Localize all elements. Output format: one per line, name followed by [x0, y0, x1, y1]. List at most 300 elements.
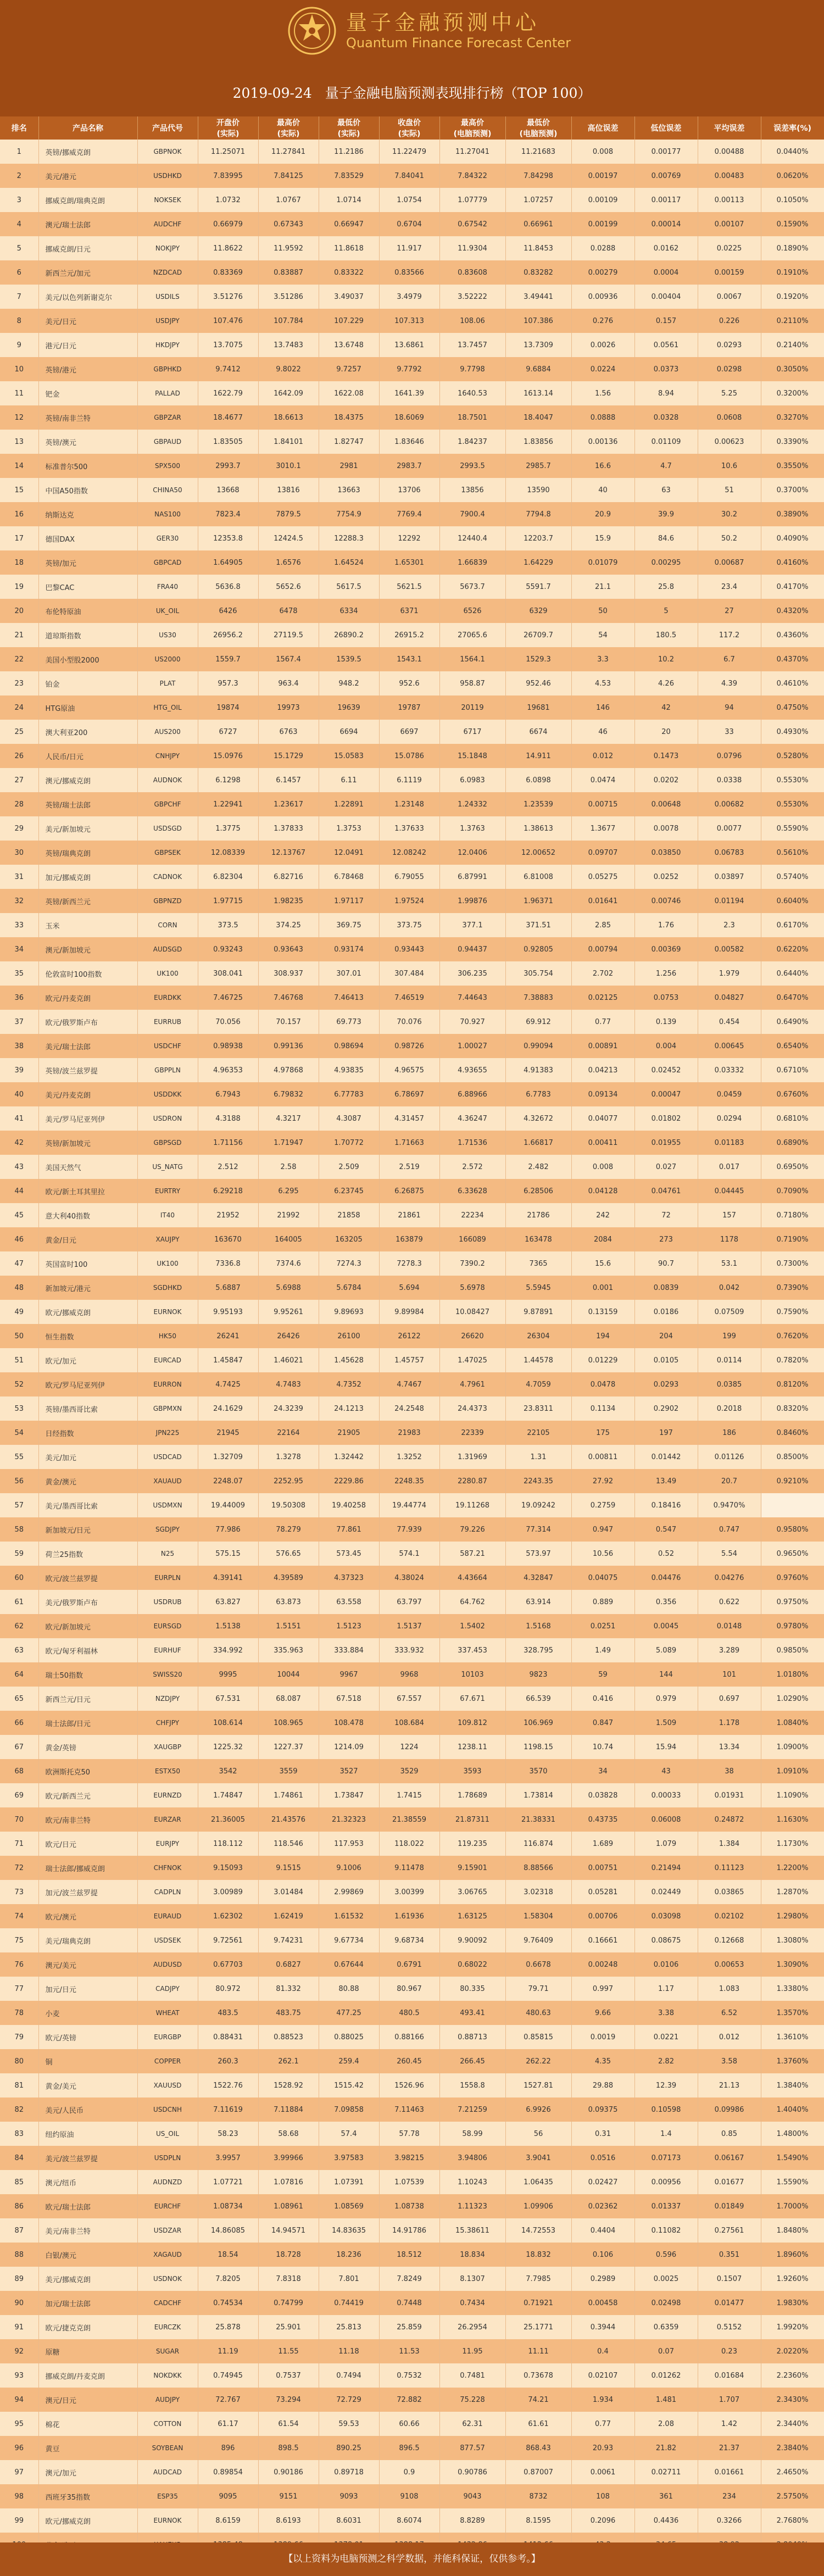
table-cell: 0.99136 [258, 1034, 319, 1058]
table-row [0, 260, 824, 285]
table-cell: 0.0516 [571, 2146, 634, 2170]
table-cell: 英镑/瑞士法郎 [38, 792, 137, 816]
table-cell: 0.001 [571, 1276, 634, 1300]
table-cell: 30 [0, 841, 38, 865]
table-cell: 9.8022 [258, 357, 319, 381]
table-cell: 98 [0, 2484, 38, 2508]
table-cell: 4 [0, 212, 38, 236]
table-cell: 2.3840% [761, 2436, 824, 2460]
table-cell: 加元/日元 [38, 1977, 137, 2001]
table-cell: 9.6884 [505, 357, 571, 381]
table-cell: 46 [571, 720, 634, 744]
table-cell: 0.00033 [634, 1783, 698, 1807]
table-cell: 1.08738 [379, 2194, 439, 2218]
table-cell: 1.689 [571, 1832, 634, 1856]
table-cell: 77.939 [379, 1517, 439, 1542]
table-cell: 12.00652 [505, 841, 571, 865]
table-cell: 20.93 [571, 2436, 634, 2460]
table-cell: 1.71156 [198, 1131, 258, 1155]
table-cell: 34 [0, 937, 38, 961]
table-cell: 11.95 [439, 2339, 505, 2363]
table-cell: 0.98694 [319, 1034, 379, 1058]
table-cell: 9968 [379, 1662, 439, 1687]
table-cell: 483.75 [258, 2001, 319, 2025]
table-cell: 1.64905 [198, 550, 258, 575]
table-cell: 12292 [379, 526, 439, 550]
table-cell: 75 [0, 1928, 38, 1952]
table-cell: 27 [698, 599, 761, 623]
table-row [0, 1082, 824, 1106]
table-cell: 0.0796 [698, 744, 761, 768]
table-cell: 36 [0, 986, 38, 1010]
table-cell: 109.812 [439, 1711, 505, 1735]
table-cell: 7278.3 [379, 1251, 439, 1276]
table-cell: 0.04761 [634, 1179, 698, 1203]
table-cell: 1.4 [634, 2122, 698, 2146]
table-cell: 0.77 [571, 2412, 634, 2436]
table-cell: 0.74534 [198, 2291, 258, 2315]
table-cell: 0.4930% [761, 720, 824, 744]
table-cell: 欧元/新土耳其里拉 [38, 1179, 137, 1203]
table-cell: 163670 [198, 1227, 258, 1251]
table-body [0, 140, 824, 2557]
table-row [0, 2073, 824, 2097]
table-cell: 0.83322 [319, 260, 379, 285]
table-cell: 15.9 [571, 526, 634, 550]
table-cell: 0.00645 [698, 1034, 761, 1058]
table-cell: 21858 [319, 1203, 379, 1227]
table-cell: HTG原油 [38, 696, 137, 720]
table-cell: 166089 [439, 1227, 505, 1251]
table-cell: 0.00794 [571, 937, 634, 961]
table-cell: 0.0440% [761, 140, 824, 164]
table-cell: AUDNZD [137, 2170, 198, 2194]
table-cell: 67.557 [379, 1687, 439, 1711]
table-cell: UK100 [137, 1251, 198, 1276]
table-cell: 61.17 [198, 2412, 258, 2436]
table-cell: 1.44578 [505, 1348, 571, 1372]
table-cell: EURRUB [137, 1010, 198, 1034]
table-cell: 1.07816 [258, 2170, 319, 2194]
table-row [0, 961, 824, 986]
table-cell: EURGBP [137, 2025, 198, 2049]
table-cell: 0.06783 [698, 841, 761, 865]
table-cell: 0.00279 [571, 260, 634, 285]
table-cell: 0.0753 [634, 986, 698, 1010]
table-cell: 7.83995 [198, 164, 258, 188]
table-cell: 50 [0, 1324, 38, 1348]
table-cell: 7336.8 [198, 1251, 258, 1276]
table-cell: 63 [634, 478, 698, 502]
table-cell: 6478 [258, 599, 319, 623]
table-cell: USDRON [137, 1106, 198, 1131]
table-row [0, 1783, 824, 1807]
table-cell: 335.963 [258, 1638, 319, 1662]
table-cell: 63.558 [319, 1590, 379, 1614]
table-cell: 23 [0, 671, 38, 696]
table-cell: 6 [0, 260, 38, 285]
table-cell: 0.0067 [698, 285, 761, 309]
table-row [0, 1904, 824, 1928]
table-cell: FRA40 [137, 575, 198, 599]
brand-name-cn: 量子金融预测中心 [346, 10, 540, 35]
table-cell: 0.5530% [761, 768, 824, 792]
table-cell: 10103 [439, 1662, 505, 1687]
table-cell: 1.07257 [505, 188, 571, 212]
table-cell: GBPPLN [137, 1058, 198, 1082]
table-cell: 英镑/南非兰特 [38, 405, 137, 430]
table-cell: 20 [0, 599, 38, 623]
table-row [0, 2049, 824, 2073]
table-cell: USDJPY [137, 309, 198, 333]
table-row [0, 889, 824, 913]
table-cell: 62 [0, 1614, 38, 1638]
table-cell: 欧元/南非兰特 [38, 1807, 137, 1832]
table-cell: 19.50308 [258, 1493, 319, 1517]
table-cell: 4.3188 [198, 1106, 258, 1131]
table-cell: 0.00488 [698, 140, 761, 164]
table-cell: 0.997 [571, 1977, 634, 2001]
table-cell: 0.04827 [698, 986, 761, 1010]
table-cell: 标准普尔500 [38, 454, 137, 478]
table-cell: 0.01931 [698, 1783, 761, 1807]
table-cell: 0.90786 [439, 2460, 505, 2484]
table-cell: 12288.3 [319, 526, 379, 550]
table-cell: 5617.5 [319, 575, 379, 599]
table-cell: 英镑/新西兰元 [38, 889, 137, 913]
table-cell: 0.9760% [761, 1566, 824, 1590]
table-cell: 0.93174 [319, 937, 379, 961]
table-cell: 80.972 [198, 1977, 258, 2001]
table-cell: 8.6159 [198, 2508, 258, 2533]
table-cell: USDCAD [137, 1445, 198, 1469]
table-cell: 0.6710% [761, 1058, 824, 1082]
table-cell: 52 [0, 1372, 38, 1397]
table-cell: 7.84298 [505, 164, 571, 188]
table-cell: 574.1 [379, 1542, 439, 1566]
table-cell: 4.3087 [319, 1106, 379, 1131]
table-cell: 0.4170% [761, 575, 824, 599]
table-cell: 16.6 [571, 454, 634, 478]
table-cell: 963.4 [258, 671, 319, 696]
table-cell: EURPLN [137, 1566, 198, 1590]
table-cell: 26890.2 [319, 623, 379, 647]
table-cell: 1.58304 [505, 1904, 571, 1928]
table-cell: 41 [0, 1106, 38, 1131]
table-cell: 0.00769 [634, 164, 698, 188]
table-cell: 80.88 [319, 1977, 379, 2001]
table-cell: 7.11463 [379, 2097, 439, 2122]
table-cell: 1.76 [634, 913, 698, 937]
table-cell: 1.74861 [258, 1783, 319, 1807]
table-cell: 1.42 [698, 2412, 761, 2436]
table-cell: 0.07173 [634, 2146, 698, 2170]
table-cell: 0.5610% [761, 841, 824, 865]
table-cell: EURCAD [137, 1348, 198, 1372]
table-cell: 7794.8 [505, 502, 571, 526]
table-cell: 61.54 [258, 2412, 319, 2436]
table-cell: 1.079 [634, 1832, 698, 1856]
table-row [0, 285, 824, 309]
table-cell: EURTRY [137, 1179, 198, 1203]
table-cell: 2.82 [634, 2049, 698, 2073]
table-cell: 377.1 [439, 913, 505, 937]
table-row [0, 2508, 824, 2533]
table-cell: 12353.8 [198, 526, 258, 550]
table-cell: 10.08427 [439, 1300, 505, 1324]
table-cell: 欧元/丹麦克朗 [38, 986, 137, 1010]
table-cell: 94 [698, 696, 761, 720]
table-cell: 1.0754 [379, 188, 439, 212]
table-cell: COPPER [137, 2049, 198, 2073]
table-cell: 4.91383 [505, 1058, 571, 1082]
table-cell: 0.00117 [634, 188, 698, 212]
table-cell: 18.6069 [379, 405, 439, 430]
table-cell: 1.06435 [505, 2170, 571, 2194]
table-row [0, 1300, 824, 1324]
table-cell: 1.5590% [761, 2170, 824, 2194]
table-cell: 80.335 [439, 1977, 505, 2001]
table-cell: 15.94 [634, 1735, 698, 1759]
table-row [0, 2146, 824, 2170]
table-cell: 2.85 [571, 913, 634, 937]
table-cell: 人民币/日元 [38, 744, 137, 768]
table-cell: 0.88166 [379, 2025, 439, 2049]
table-cell: EURNOK [137, 1300, 198, 1324]
table-cell: 163205 [319, 1227, 379, 1251]
table-cell: 0.012 [698, 2025, 761, 2049]
table-cell: 2229.86 [319, 1469, 379, 1493]
table-cell: 67.531 [198, 1687, 258, 1711]
table-cell: 7.8205 [198, 2267, 258, 2291]
table-cell: 70.056 [198, 1010, 258, 1034]
table-cell: 1564.1 [439, 647, 505, 671]
table-cell: 0.31 [571, 2122, 634, 2146]
table-cell: 0.0077 [698, 816, 761, 841]
report-title: 量子金融电脑预测表现排行榜（TOP 100） [325, 85, 592, 101]
table-cell: 0.00177 [634, 140, 698, 164]
table-cell: 0.0298 [698, 357, 761, 381]
table-cell: 890.25 [319, 2436, 379, 2460]
table-cell: 1.5490% [761, 2146, 824, 2170]
table-cell: 1515.42 [319, 2073, 379, 2097]
table-cell: 2084 [571, 1227, 634, 1251]
table-cell: 334.992 [198, 1638, 258, 1662]
table-cell: 2.58 [258, 1155, 319, 1179]
table-cell: 1238.11 [439, 1735, 505, 1759]
table-row [0, 236, 824, 260]
table-cell: 意大利40指数 [38, 1203, 137, 1227]
table-cell: 21.38559 [379, 1807, 439, 1832]
table-cell: GBPCAD [137, 550, 198, 575]
table-cell: 5673.7 [439, 575, 505, 599]
table-cell: 16 [0, 502, 38, 526]
table-cell: 挪威克朗/瑞典克朗 [38, 188, 137, 212]
table-cell: 0.139 [634, 1010, 698, 1034]
column-header: 平均误差 [698, 116, 761, 140]
table-cell: 0.7494 [319, 2363, 379, 2388]
table-cell: 2 [0, 164, 38, 188]
table-cell: 21.13 [698, 2073, 761, 2097]
table-cell: 美元/俄罗斯卢布 [38, 1590, 137, 1614]
table-cell: 1.509 [634, 1711, 698, 1735]
table-cell: 13 [0, 430, 38, 454]
table-cell: 21952 [198, 1203, 258, 1227]
table-cell: 21.87311 [439, 1807, 505, 1832]
table-cell: 1.5138 [198, 1614, 258, 1638]
table-cell: 4.97868 [258, 1058, 319, 1082]
table-cell: 0.18416 [634, 1493, 698, 1517]
table-row [0, 913, 824, 937]
table-cell: 1225.32 [198, 1735, 258, 1759]
table-cell: 英镑/港元 [38, 357, 137, 381]
table-cell: 1.97117 [319, 889, 379, 913]
table-cell: 0.027 [634, 1155, 698, 1179]
table-cell: 0.0202 [634, 768, 698, 792]
table-cell: 0.00014 [634, 212, 698, 236]
table-cell: 21.37 [698, 2436, 761, 2460]
table-cell: 0.93643 [258, 937, 319, 961]
table-cell: 德国DAX [38, 526, 137, 550]
table-cell: 25 [0, 720, 38, 744]
table-cell: 21 [0, 623, 38, 647]
table-cell: 0.0061 [571, 2460, 634, 2484]
table-row [0, 1203, 824, 1227]
table-cell: 58.23 [198, 2122, 258, 2146]
table-cell: 3.51286 [258, 285, 319, 309]
table-cell: 0.00936 [571, 285, 634, 309]
table-cell: GBPCHF [137, 792, 198, 816]
table-cell: 1622.08 [319, 381, 379, 405]
table-cell: 1.3278 [258, 1445, 319, 1469]
table-cell: 0.847 [571, 1711, 634, 1735]
table-cell: 477.25 [319, 2001, 379, 2025]
table-cell: 22234 [439, 1203, 505, 1227]
table-cell: 0.547 [634, 1517, 698, 1542]
table-cell: 0.2989 [571, 2267, 634, 2291]
table-cell: 0.0148 [698, 1614, 761, 1638]
table-row [0, 1010, 824, 1034]
table-cell: 0.0004 [634, 260, 698, 285]
table-cell: 0.6440% [761, 961, 824, 986]
table-cell: 7.46519 [379, 986, 439, 1010]
table-cell: GBPZAR [137, 405, 198, 430]
table-cell: 0.6470% [761, 986, 824, 1010]
table-cell: UK100 [137, 961, 198, 986]
table-cell: 180.5 [634, 623, 698, 647]
table-cell: 0.02362 [571, 2194, 634, 2218]
table-cell: 2981 [319, 454, 379, 478]
table-cell: 20.7 [698, 1469, 761, 1493]
table-cell: 70.157 [258, 1010, 319, 1034]
table-cell: 4.53 [571, 671, 634, 696]
table-cell: 19.09242 [505, 1493, 571, 1517]
table-cell: 1.71947 [258, 1131, 319, 1155]
table-row [0, 2170, 824, 2194]
table-cell: 5.089 [634, 1638, 698, 1662]
table-cell: 0.0288 [571, 236, 634, 260]
table-cell: 0.6040% [761, 889, 824, 913]
table-cell: 4.3217 [258, 1106, 319, 1131]
table-cell: XAUJPY [137, 1227, 198, 1251]
table-cell: 0.4370% [761, 647, 824, 671]
table-row [0, 502, 824, 526]
table-cell: 1227.37 [258, 1735, 319, 1759]
table-cell: 0.08675 [634, 1928, 698, 1952]
table-cell: 68.087 [258, 1687, 319, 1711]
table-cell: 22 [0, 647, 38, 671]
table-cell: 港元/日元 [38, 333, 137, 357]
table-cell: 铂金 [38, 671, 137, 696]
table-cell: 0.5740% [761, 865, 824, 889]
table-row [0, 2001, 824, 2025]
table-cell: 11.55 [258, 2339, 319, 2363]
table-cell: 6426 [198, 599, 258, 623]
table-cell: 0.00811 [571, 1445, 634, 1469]
table-cell: CADPLN [137, 1880, 198, 1904]
table-row [0, 1614, 824, 1638]
table-row [0, 623, 824, 647]
table-cell: 欧元/澳元 [38, 1904, 137, 1928]
table-cell: 美元/新加坡元 [38, 816, 137, 841]
table-cell: 11.8622 [198, 236, 258, 260]
table-cell: 1.1630% [761, 1807, 824, 1832]
table-row [0, 1469, 824, 1493]
table-cell: 0.66947 [319, 212, 379, 236]
table-cell: 15.6 [571, 1251, 634, 1276]
table-cell: 9.15093 [198, 1856, 258, 1880]
table-cell: 5.54 [698, 1542, 761, 1566]
table-cell: 新西兰元/日元 [38, 1687, 137, 1711]
table-cell: 0.02498 [634, 2291, 698, 2315]
table-row [0, 937, 824, 961]
table-cell: 7.09858 [319, 2097, 379, 2122]
table-cell: 20.9 [571, 502, 634, 526]
table-cell: 10.74 [571, 1735, 634, 1759]
table-cell: 5.25 [698, 381, 761, 405]
table-cell: 74 [0, 1904, 38, 1928]
table-cell: 7.8318 [258, 2267, 319, 2291]
table-cell: 6.0898 [505, 768, 571, 792]
table-row [0, 478, 824, 502]
table-cell: 38 [698, 1759, 761, 1783]
table-cell: 1.8960% [761, 2243, 824, 2267]
table-cell: 194 [571, 1324, 634, 1348]
table-cell: 11.9592 [258, 236, 319, 260]
table-cell: 0.04128 [571, 1179, 634, 1203]
table-cell: 18 [0, 550, 38, 575]
table-cell: 8.6074 [379, 2508, 439, 2533]
table-cell: 14.83635 [319, 2218, 379, 2243]
table-cell: 0.02102 [698, 1904, 761, 1928]
table-cell: 29.88 [571, 2073, 634, 2097]
table-cell: 0.03332 [698, 1058, 761, 1082]
table-cell: 2.702 [571, 961, 634, 986]
table-cell: 0.05281 [571, 1880, 634, 1904]
table-cell: 0.6540% [761, 1034, 824, 1058]
table-cell: 1.98235 [258, 889, 319, 913]
table-cell: 1.979 [698, 961, 761, 986]
table-cell: 7390.2 [439, 1251, 505, 1276]
table-row [0, 2436, 824, 2460]
table-cell: 0.1134 [571, 1397, 634, 1421]
header-banner [0, 0, 824, 116]
table-cell: 0.01677 [698, 2170, 761, 2194]
table-cell: 0.0888 [571, 405, 634, 430]
table-cell: 11.53 [379, 2339, 439, 2363]
table-cell: 175 [571, 1421, 634, 1445]
table-row [0, 841, 824, 865]
